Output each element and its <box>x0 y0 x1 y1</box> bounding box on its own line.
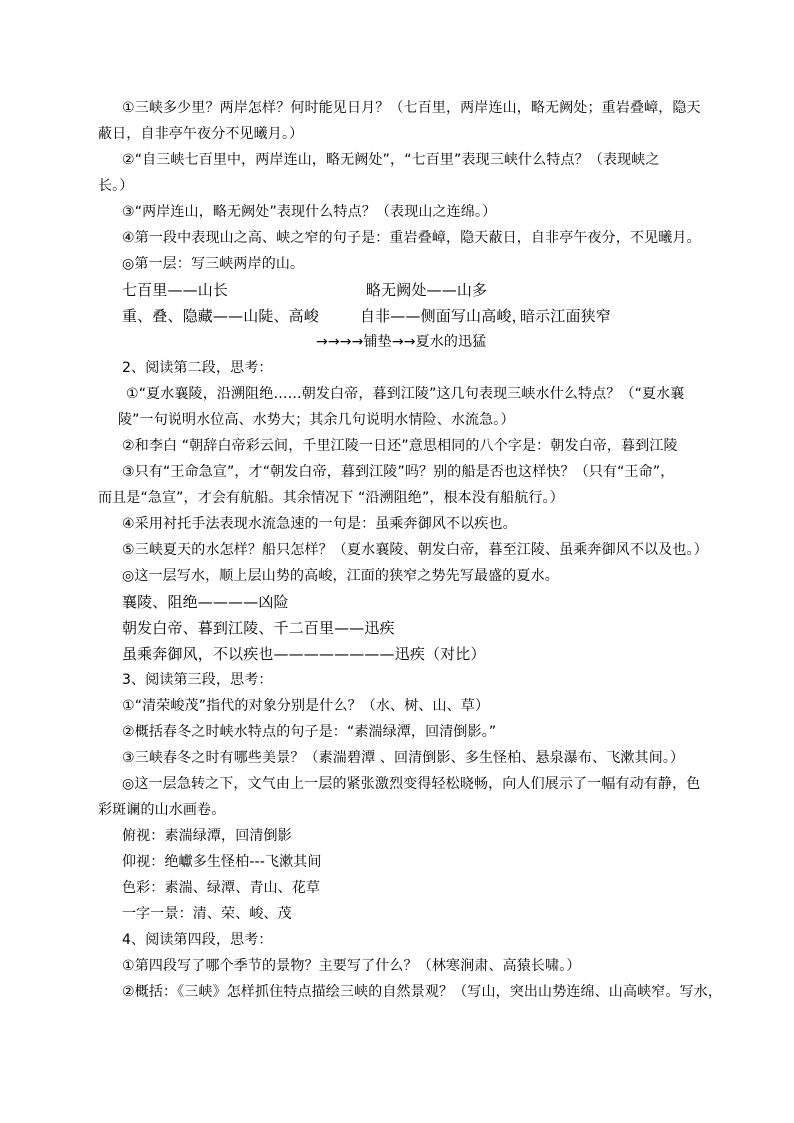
text-line: ①第四段写了哪个季节的景物？主要写了什么？（林寒涧肃、高猿长啸。） <box>122 958 581 974</box>
text-line: 彩斑谰的山水画卷。 <box>98 802 226 818</box>
text-line: 色彩：素湍、绿潭、青山、花草 <box>122 880 321 896</box>
text-line: ②“自三峡七百里中，两岸连山，略无阙处”，“七百里”表现三峡什么特点？（表现峡之 <box>122 152 660 168</box>
text-line: 一字一景：清、荣、峻、茂 <box>122 906 292 922</box>
text-line: ◎第一层：写三峡两岸的山。 <box>122 256 305 272</box>
text-line: ①“清荣峻茂”指代的对象分别是什么？（水、树、山、草） <box>122 698 490 714</box>
text-line: 自非——侧面写山高峻， <box>360 307 527 325</box>
text-line: 俯视：素湍绿潭，回清倒影 <box>122 828 292 844</box>
text-line: 陵”一句说明水位高、水势大；其余几句说明水情险、水流急。） <box>118 412 515 428</box>
text-line: 3、阅读第三段，思考： <box>122 672 273 688</box>
text-line: ③三峡春冬之时有哪些美景？（素湍碧潭 、回清倒影、多生怪柏、悬泉瀑布、飞漱其间。） <box>122 750 685 766</box>
text-line: ④采用衬托手法表现水流急速的一句是：虽乘奔御风不以疾也。 <box>122 516 517 532</box>
text-line: →→→→铺垫→→夏水的迅猛 <box>316 334 487 350</box>
text-line: 暗示江面狭窄 <box>520 307 611 325</box>
text-line: ③只有“王命急宣”，才“朝发白帝，暮到江陵”吗？别的船是否也这样快？（只有“王命”， <box>122 464 675 480</box>
text-line: 朝发白帝、暮到江陵、千二百里——迅疾 <box>122 619 395 637</box>
text-line: 七百里——山长 <box>122 281 229 299</box>
text-line: 长。） <box>98 178 134 194</box>
text-line: 虽乘奔御风，不以疾也————————迅疾（对比） <box>122 645 486 663</box>
text-line: 略无阙处——山多 <box>366 281 488 299</box>
text-line: ②概括：《三峡》怎样抓住特点描绘三峡的自然景观？（写山，突出山势连绵、山高峡窄。写水， <box>122 984 722 1000</box>
text-line: 4、阅读第四段，思考： <box>122 932 273 948</box>
text-line: 蔽日，自非亭午夜分不见曦月。） <box>98 126 304 142</box>
text-line: 2、阅读第二段，思考： <box>122 360 273 376</box>
text-line: ④第一段中表现山之高、峡之窄的句子是：重岩叠嶂，隐天蔽日，自非亭午夜分，不见曦月。 <box>122 230 701 246</box>
text-line: 而且是“急宣”，才会有航船。其余情况下 “沿溯阻绝”，根本没有船航行。） <box>98 490 564 506</box>
text-line: 仰视：绝巘多生怪柏---飞漱其间 <box>122 854 322 870</box>
text-line: ①三峡多少里？两岸怎样？何时能见日月？（七百里，两岸连山，略无阙处；重岩叠嶂，隐天 <box>122 100 701 116</box>
text-line: ◎这一层写水，顺上层山势的高峻，江面的狭窄之势先写最盛的夏水。 <box>122 568 559 584</box>
text-line: 重、叠、隐藏——山陡、高峻 <box>122 307 319 325</box>
text-line: ③“两岸连山，略无阙处”表现什么特点？（表现山之连绵。） <box>122 204 497 220</box>
text-line: ②和李白 “朝辞白帝彩云间，千里江陵一日还”意思相同的八个字是：朝发白帝，暮到江陵 <box>122 438 678 454</box>
text-line: ⑤三峡夏天的水怎样？船只怎样？（夏水襄陵、朝发白帝，暮至江陵、虽乘奔御风不以及也。） <box>122 542 708 558</box>
text-line: ◎这一层急转之下，文气由上一层的紧张激烈变得轻松晓畅，向人们展示了一幅有动有静，色 <box>122 776 701 792</box>
text-line: 襄陵、阻绝————凶险 <box>122 593 289 611</box>
text-line: ②概括春冬之时峡水特点的句子是：“素湍绿潭，回清倒影。” <box>122 724 497 740</box>
text-line: ①“夏水襄陵，沿溯阻绝……朝发白帝，暮到江陵”这几句表现三峡水什么特点？（“夏水襄 <box>126 386 685 402</box>
